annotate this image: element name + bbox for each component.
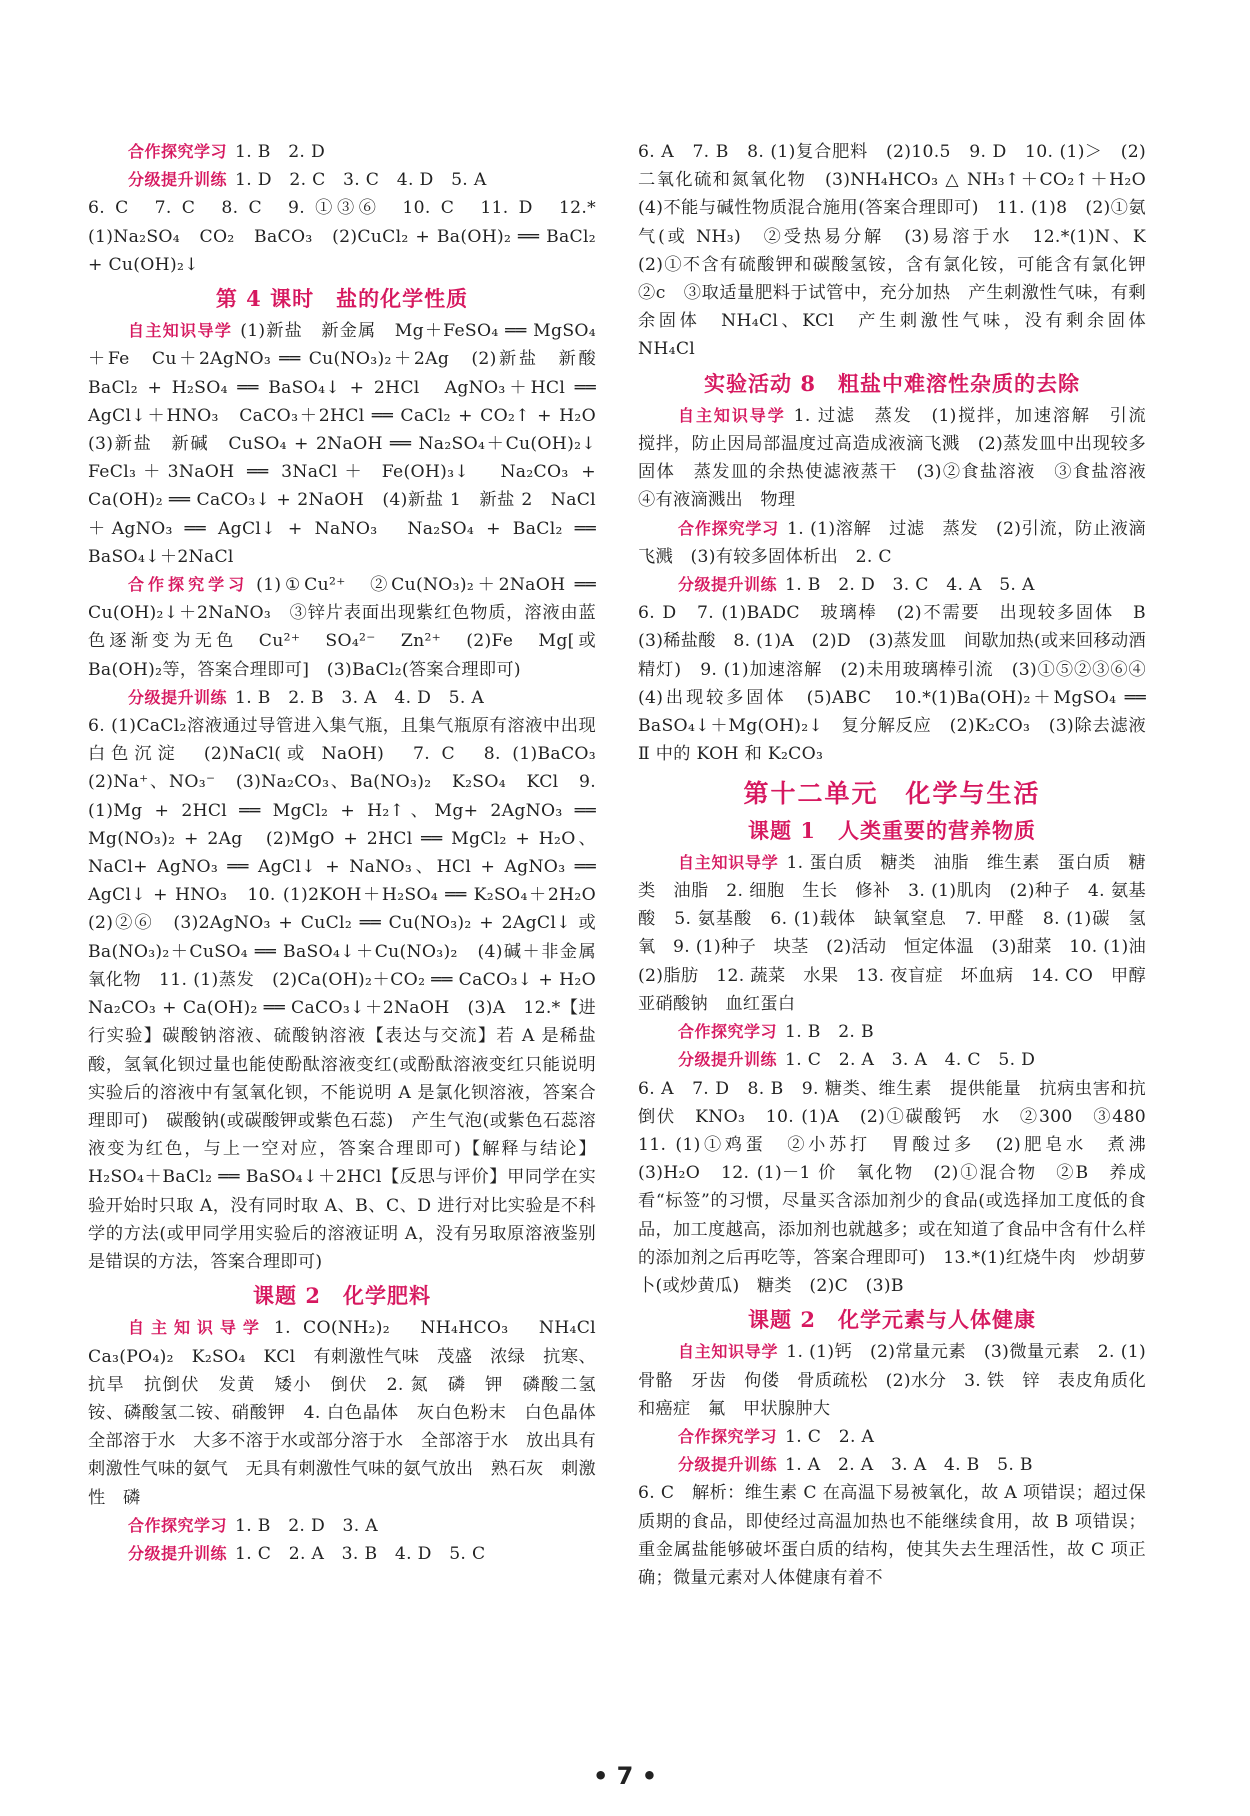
section-label: 合作探究学习 [128,142,228,161]
answer-paragraph [638,849,1164,1018]
answer-text: 1. (1)溶解 过滤 蒸发 (2)引流，防止液滴飞溅 (3)有较多固体析出 2. C [638,518,1146,567]
answer-paragraph [88,138,596,166]
answer-paragraph [88,712,614,1276]
lesson-heading: 第 4 课时 盐的化学性质 [215,286,469,312]
answer-text: 1. B 2. D 3. C 4. A 5. A [785,575,1035,596]
answer-text: 6. C 解析：维生素 C 在高温下易被氧化，故 A 项错误；超过保质期的食品，即使经过高温加热也不能继续食用，故 B 项错误；重金属盐能够破坏蛋白质的结构，使其失去生理活性，故 C 项正确；微量元素对人体健康有着不 [638,1483,1146,1588]
section-label: 分级提升训练 [678,1050,778,1070]
answer-paragraph [88,1314,614,1511]
answer-paragraph [88,1540,596,1568]
section-label: 分级提升训练 [678,1455,778,1475]
section-label: 合作探究学习 [678,1426,778,1446]
answer-text: 6. D 7. (1)BADC 玻璃棒 (2)不需要 出现较多固体 B (3)稀盐酸 8. (1)A (2)D (3)蒸发皿 间歇加热(或来回移动酒精灯) 9. (1)加速溶解 (2)未用玻璃棒引流 (3)①⑤②③⑥④ (4)出现较多固体 (5)ABC 10.*(1)Ba(OH)₂＋MgSO₄ ══ BaSO₄↓＋Mg(OH)₂↓ 复分解反应 (2)K₂CO₃ (3)除去滤液 Ⅱ 中的 KOH 和 K₂CO₃ [638,603,1164,765]
answer-paragraph [638,402,1164,515]
answer-paragraph [638,515,1146,571]
lesson-heading: 实验活动 8 粗盐中难溶性杂质的去除 [704,370,1080,396]
section-label: 合作探究学习 [128,575,249,595]
lesson-heading: 课题 1 人类重要的营养物质 [748,817,1036,843]
lesson-heading: 课题 2 化学元素与人体健康 [748,1307,1036,1333]
answer-text: 1. CO(NH₂)₂ NH₄HCO₃ NH₄Cl Ca₃(PO₄)₂ K₂SO₄ KCl 有刺激性气味 茂盛 浓绿 抗寒、抗旱 抗倒伏 发黄 矮小 倒伏 2. 氮 磷 钾 磷酸二氢铵、磷酸氢二铵、硝酸钾 4. 白色晶体 灰白色粉末 白色晶体 全部溶于水 大多不溶于水或部分溶于水 全部溶于水 放出具有刺激性气味的氨气 无具有刺激性气味的氨气放出 熟石灰 刺激性 磷 [88,1318,614,1508]
answer-paragraph [638,1479,1146,1592]
section-label: 分级提升训练 [678,575,778,595]
answer-text: 1. D 2. C 3. C 4. D 5. A [235,170,487,191]
answer-paragraph [88,1512,596,1540]
answer-text: 1. B 2. B [785,1022,874,1043]
answer-text: 1. 蛋白质 糖类 油脂 维生素 蛋白质 糖类 油脂 2. 细胞 生长 修补 3. (1)肌肉 (2)种子 4. 氨基酸 5. 氨基酸 6. (1)载体 缺氧窒息 7. 甲醛 8. (1)碳 氢 氧 9. (1)种子 块茎 (2)活动 恒定体温 (3)甜菜 10. (1)油 (2)脂肪 12. 蔬菜 水果 13. 夜盲症 坏血病 14. CO 甲醇 亚硝酸钠 血红蛋白 [638,852,1164,1014]
answer-text: 1. 过滤 蒸发 (1)搅拌，加速溶解 引流 搅拌，防止因局部温度过高造成液滴飞溅 (2)蒸发皿中出现较多固体 蒸发皿的余热使滤液蒸干 (3)②食盐溶液 ③食盐溶液 ④有液滴溅出 物理 [638,405,1164,511]
lesson-heading: 课题 2 化学肥料 [253,1283,431,1309]
section-label: 合作探究学习 [678,1022,778,1042]
section-label: 分级提升训练 [128,687,228,707]
answer-paragraph [88,194,596,279]
answer-paragraph [638,599,1164,768]
answer-text: 1. C 2. A 3. A 4. C 5. D [785,1050,1036,1071]
answer-paragraph [638,1075,1164,1301]
answer-text: 1. B 2. D 3. A [235,1515,378,1536]
unit-heading: 第十二单元 化学与生活 [743,779,1041,809]
answer-paragraph [88,684,596,712]
page-number: • 7 • [592,1762,658,1790]
section-label: 自主知识导学 [678,1342,779,1362]
answer-paragraph [638,1018,1146,1046]
answer-text: (1)①Cu²⁺ ②Cu(NO₃)₂＋2NaOH ══ Cu(OH)₂↓＋2NaNO₃ ③锌片表面出现紫红色物质，溶液由蓝色逐渐变为无色 Cu²⁺ SO₄²⁻ Zn²⁺ (2)Fe Mg[或Ba(OH)₂等，答案合理即可] (3)BaCl₂(答案合理即可) [88,575,596,680]
answer-text: 1. C 2. A [785,1426,875,1447]
answer-text: 1. B 2. B 3. A 4. D 5. A [235,687,485,708]
section-label: 合作探究学习 [128,1515,228,1535]
right-column [638,138,1164,1592]
answer-text: 6. A 7. D 8. B 9. 糖类、维生素 提供能量 抗病虫害和抗倒伏 KNO₃ 10. (1)A (2)①碳酸钙 水 ②300 ③480 11. (1)①鸡蛋 ②小苏打 胃酸过多 (2)肥皂水 煮沸 (3)H₂O 12. (1)－1 价 氧化物 (2)①混合物 ②B 养成看“标签”的习惯，尽量买含添加剂少的食品(或选择加工度低的食品，加工度越高，添加剂也就越多；或在知道了食品中含有什么样的添加剂之后再吃等，答案合理即可) 13.*(1)红烧牛肉 炒胡萝卜(或炒黄瓜) 糖类 (2)C (3)B [638,1078,1164,1296]
section-label: 自主知识导学 [128,1318,266,1338]
answer-text: 1. C 2. A 3. B 4. D 5. C [235,1543,486,1564]
answer-paragraph [638,1423,1146,1451]
answer-paragraph [638,138,1164,364]
answer-paragraph [88,166,596,194]
section-label: 自主知识导学 [678,852,779,872]
section-label: 自主知识导学 [128,321,233,341]
answer-text: 6. (1)CaCl₂溶液通过导管进入集气瓶，且集气瓶原有溶液中出现白色沉淀 (2)NaCl(或 NaOH) 7. C 8. (1)BaCO₃ (2)Na⁺、NO₃⁻ (3)Na₂CO₃、Ba(NO₃)₂ K₂SO₄ KCl 9. (1)Mg + 2HCl ══ MgCl₂ + H₂↑、Mg+ 2AgNO₃ ══ Mg(NO₃)₂ + 2Ag (2)MgO + 2HCl ══ MgCl₂ + H₂O、NaCl+ AgNO₃ ══ AgCl↓ + NaNO₃、HCl + AgNO₃ ══ AgCl↓ + HNO₃ 10. (1)2KOH＋H₂SO₄ ══ K₂SO₄＋2H₂O (2)②⑥ (3)2AgNO₃ + CuCl₂ ══ Cu(NO₃)₂ + 2AgCl↓ 或 Ba(NO₃)₂＋CuSO₄ ══ BaSO₄↓＋Cu(NO₃)₂ (4)碱＋非金属氧化物 11. (1)蒸发 (2)Ca(OH)₂＋CO₂ ══ CaCO₃↓ + H₂O Na₂CO₃ + Ca(OH)₂ ══ CaCO₃↓＋2NaOH (3)A 12.*【进行实验】碳酸钠溶液、硫酸钠溶液【表达与交流】若 A 是稀盐酸，氢氧化钡过量也能使酚酞溶液变红(或酚酞溶液变红只能说明实验后的溶液中有氢氧化钡，不能说明 A 是氯化钡溶液，答案合理即可) 碳酸钠(或碳酸钾或紫色石蕊) 产生气泡(或紫色石蕊溶液变为红色，与上一空对应，答案合理即可)【解释与结论】H₂SO₄＋BaCl₂ ══ BaSO₄↓＋2HCl【反思与评价】甲同学在实验开始时只取 A，没有同时取 A、B、C、D 进行对比实验是不科学的方法(或甲同学用实验后的溶液证明 A，没有另取原溶液鉴别是错误的方法，答案合理即可) [88,716,614,1272]
section-label: 分级提升训练 [128,170,228,190]
section-label: 自主知识导学 [678,405,786,425]
answer-paragraph [638,1338,1146,1423]
left-column [88,138,614,1568]
answer-text: 6. C 7. C 8. C 9. ①③⑥ 10. C 11. D 12.*(1)Na₂SO₄ CO₂ BaCO₃ (2)CuCl₂ + Ba(OH)₂ ══ BaCl₂ + Cu(OH)₂↓ [88,198,596,275]
answer-paragraph [638,1046,1146,1074]
section-label: 合作探究学习 [678,518,779,538]
answer-paragraph [88,317,614,571]
answer-paragraph [638,1451,1146,1479]
answer-paragraph [638,571,1146,599]
answer-text: 1. (1)钙 (2)常量元素 (3)微量元素 2. (1)骨骼 牙齿 佝偻 骨质疏松 (2)水分 3. 铁 锌 表皮角质化和癌症 氟 甲状腺肿大 [638,1342,1146,1419]
answer-paragraph [88,571,596,684]
section-label: 分级提升训练 [128,1543,228,1563]
answer-text: 1. A 2. A 3. A 4. B 5. B [785,1455,1033,1476]
answer-text: 6. A 7. B 8. (1)复合肥料 (2)10.5 9. D 10. (1)＞ (2)二氧化硫和氮氧化物 (3)NH₄HCO₃ △ NH₃↑＋CO₂↑＋H₂O (4)不能与碱性物质混合施用(答案合理即可) 11. (1)8 (2)①氨气(或 NH₃) ②受热易分解 (3)易溶于水 12.*(1)N、K (2)①不含有硫酸钾和碳酸氢铵，含有氯化铵，可能含有氯化钾 ②c ③取适量肥料于试管中，充分加热 产生刺激性气味，有剩余固体 NH₄Cl、KCl 产生刺激性气味，没有剩余固体 NH₄Cl [638,142,1164,360]
answer-text: 1. B 2. D [235,142,326,162]
answer-text: (1)新盐 新金属 Mg＋FeSO₄ ══ MgSO₄＋Fe Cu＋2AgNO₃ ══ Cu(NO₃)₂＋2Ag (2)新盐 新酸 BaCl₂ + H₂SO₄ ══ BaSO₄↓ + 2HCl AgNO₃＋HCl ══ AgCl↓＋HNO₃ CaCO₃＋2HCl ══ CaCl₂ + CO₂↑ + H₂O (3)新盐 新碱 CuSO₄ + 2NaOH ══ Na₂SO₄＋Cu(OH)₂↓ FeCl₃＋3NaOH ══ 3NaCl＋ Fe(OH)₃↓ Na₂CO₃ + Ca(OH)₂ ══ CaCO₃↓ + 2NaOH (4)新盐 1 新盐 2 NaCl＋AgNO₃ ══ AgCl↓ + NaNO₃ Na₂SO₄ + BaCl₂ ══ BaSO₄↓＋2NaCl [88,321,614,567]
